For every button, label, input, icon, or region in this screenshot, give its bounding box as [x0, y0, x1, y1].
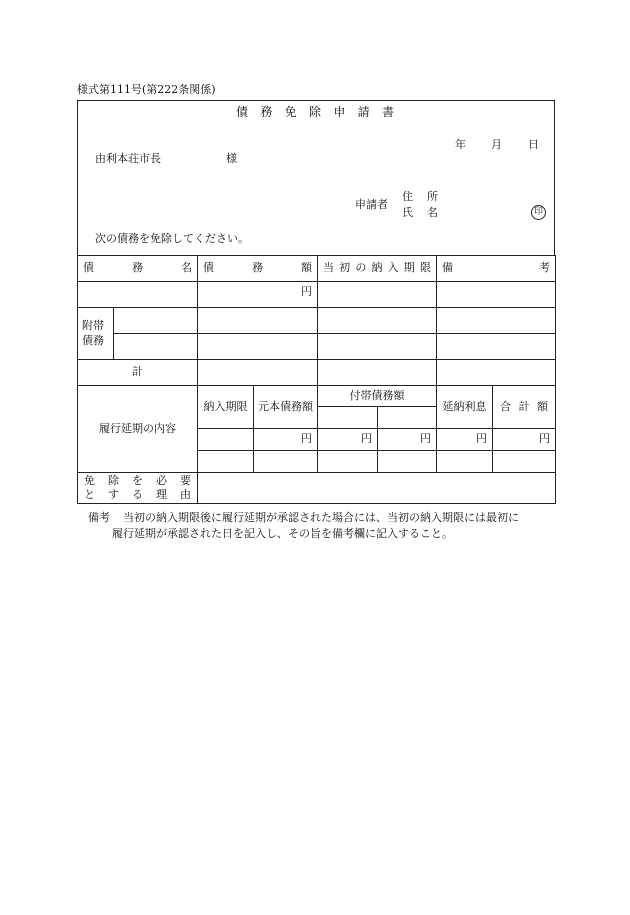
attached-remarks-cell[interactable] [437, 308, 556, 334]
reason-char: 免 [84, 473, 95, 487]
principal-amount-cell[interactable]: 円 [254, 429, 318, 451]
extension-header-row [78, 386, 556, 407]
header-char: 合 [500, 399, 511, 413]
total-amount-cell[interactable] [198, 360, 318, 386]
attached-debt-label [78, 308, 114, 360]
reason-char: 除 [108, 473, 119, 487]
late-interest-cell[interactable] [437, 451, 493, 473]
address-label [402, 191, 438, 202]
grand-total-header [493, 386, 556, 429]
header-char: 限 [419, 261, 431, 275]
header-char: 計 [518, 399, 530, 413]
addressee: 由利本荘市長 [95, 152, 161, 165]
address-char: 所 [427, 190, 438, 203]
attached-amount-cell-2[interactable] [378, 451, 437, 473]
total-due-cell[interactable] [318, 360, 437, 386]
reason-label [78, 473, 198, 504]
attached-due-cell[interactable] [318, 334, 437, 360]
note-line: 当初の納入期限後に履行延期が承認された場合には、当初の納入期限には最初に [123, 511, 519, 524]
initial-due-header [318, 256, 437, 282]
total-remarks-cell[interactable] [437, 360, 556, 386]
reason-char: 必 [156, 473, 167, 487]
honorific: 様 [226, 152, 237, 165]
header-char: 考 [539, 261, 550, 275]
header-char: 名 [181, 261, 192, 275]
date-year-label: 年 [455, 138, 466, 151]
table-header-row [78, 256, 556, 282]
reason-char: る [132, 488, 143, 501]
remarks-header [437, 256, 556, 282]
attached-debt-row [78, 308, 556, 334]
title-char: 請 [357, 105, 370, 119]
reason-row [78, 473, 556, 504]
reason-char: 要 [180, 473, 191, 487]
attached-debt-line: 附帯 [82, 319, 104, 333]
total-label: 計 [78, 360, 198, 386]
reason-cell[interactable] [198, 473, 556, 504]
payment-due-header: 納入期限 [198, 386, 254, 429]
extension-due-cell[interactable] [198, 451, 254, 473]
extension-content-label: 履行延期の内容 [78, 386, 198, 473]
extension-due-cell[interactable] [198, 429, 254, 451]
attached-amount-cell-1[interactable] [318, 451, 378, 473]
header-char: 納 [371, 261, 383, 275]
reason-char: す [108, 488, 119, 501]
header-char: 当 [323, 261, 334, 275]
main-debt-name-cell[interactable] [78, 282, 198, 308]
header-char: 初 [339, 261, 351, 275]
header-char: 務 [132, 261, 143, 275]
attached-due-cell[interactable] [318, 308, 437, 334]
debt-table [77, 255, 556, 504]
grand-total-cell[interactable]: 円 [493, 429, 556, 451]
note-heading: 備考 [88, 511, 110, 524]
attached-debt-name-cell[interactable] [114, 334, 198, 360]
reason-char: を [132, 473, 143, 487]
reason-char: 由 [180, 488, 191, 501]
title-char: 除 [308, 105, 321, 119]
title-char: 申 [333, 105, 346, 119]
header-char: 額 [537, 399, 548, 413]
header-char: 債 [83, 261, 94, 275]
title-char: 務 [260, 105, 273, 119]
header-char: 期 [403, 261, 415, 275]
attached-amount-cell-2[interactable]: 円 [378, 429, 437, 451]
title-char: 債 [236, 105, 249, 119]
reason-char: と [84, 488, 95, 501]
header-char: 務 [252, 261, 263, 275]
debt-amount-header [198, 256, 318, 282]
applicant-label: 申請者 [355, 198, 388, 211]
seal-mark: 印 [531, 205, 546, 220]
title-char: 書 [381, 105, 394, 119]
header-char: 債 [203, 261, 214, 275]
late-interest-header: 延納利息 [437, 386, 493, 429]
title-char: 免 [284, 105, 297, 119]
late-interest-cell[interactable]: 円 [437, 429, 493, 451]
main-remarks-cell[interactable] [437, 282, 556, 308]
principal-amount-header: 元本債務額 [254, 386, 318, 429]
attached-debt-subcell [378, 407, 437, 429]
form-number: 様式第111号(第222条関係) [77, 83, 216, 96]
main-debt-row [78, 282, 556, 308]
attached-amount-cell-1[interactable]: 円 [318, 429, 378, 451]
header-char: 額 [301, 261, 312, 275]
total-row [78, 360, 556, 386]
name-char: 名 [427, 206, 438, 219]
attached-debt-amount-cell[interactable] [198, 308, 318, 334]
header-char: 備 [442, 261, 453, 275]
attached-debt-amount-cell[interactable] [198, 334, 318, 360]
attached-debt-name-cell[interactable] [114, 308, 198, 334]
principal-amount-cell[interactable] [254, 451, 318, 473]
note-line: 履行延期が承認された日を記入し、その旨を備考欄に記入すること。 [112, 527, 453, 540]
name-label [402, 207, 438, 218]
name-char: 氏 [402, 206, 413, 219]
attached-debt-row [78, 334, 556, 360]
document-title [236, 106, 394, 118]
reason-char: 理 [156, 488, 167, 501]
date-month-label: 月 [491, 138, 502, 151]
attached-debt-subcell [318, 407, 378, 429]
main-due-cell[interactable] [318, 282, 437, 308]
date-day-label: 日 [528, 138, 539, 151]
header-char: 入 [387, 261, 399, 275]
grand-total-cell[interactable] [493, 451, 556, 473]
attached-remarks-cell[interactable] [437, 334, 556, 360]
address-char: 住 [402, 190, 413, 203]
request-text: 次の債務を免除してください。 [95, 232, 249, 245]
attached-debt-line: 債務 [82, 333, 104, 347]
attached-debt-amount-header: 付帯債務額 [318, 386, 437, 407]
debt-name-header [78, 256, 198, 282]
main-debt-amount-cell[interactable]: 円 [198, 282, 318, 308]
header-char: の [355, 261, 367, 275]
